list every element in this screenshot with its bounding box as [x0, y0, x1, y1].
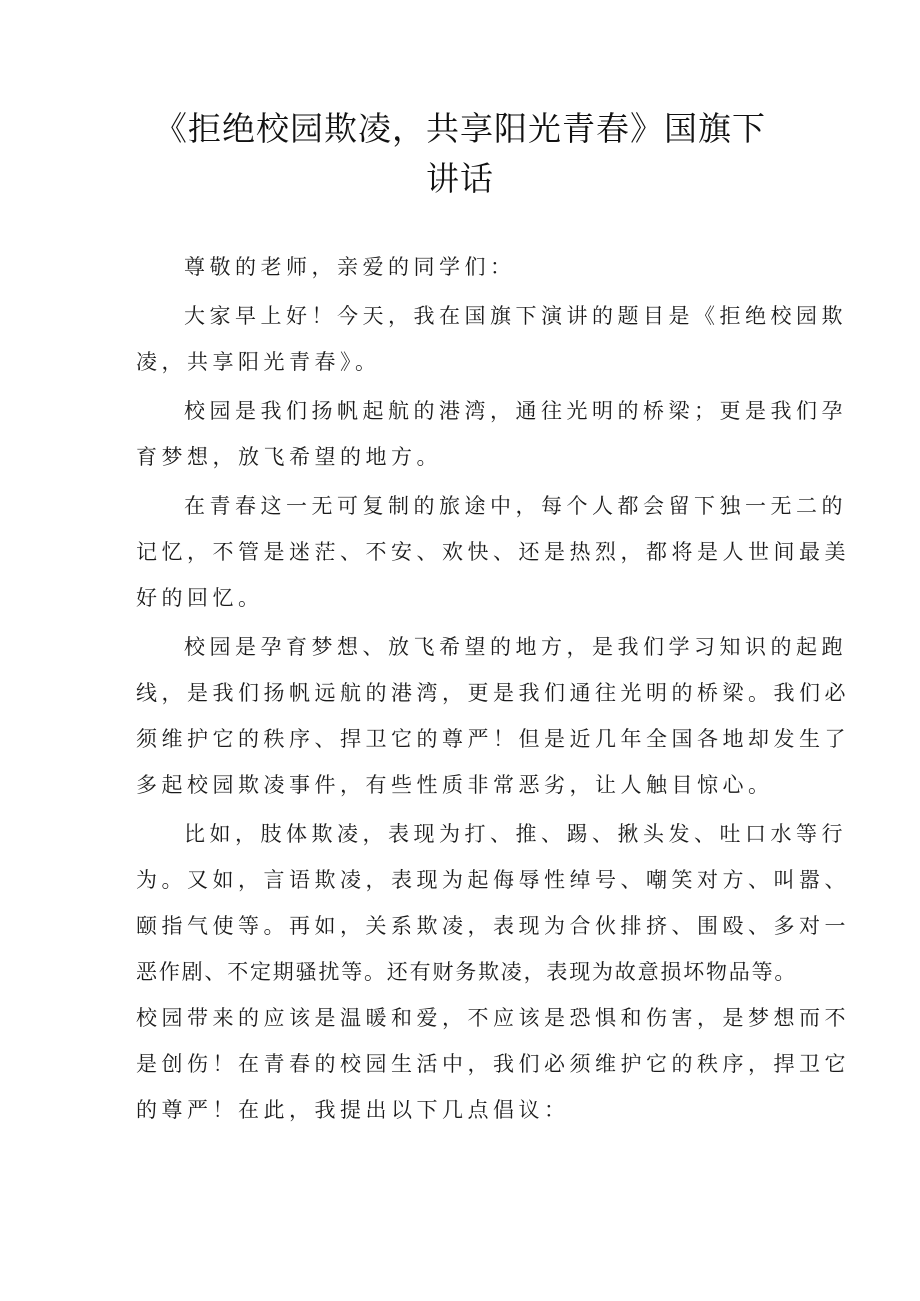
- paragraph-line: 须维护它的秩序、捍卫它的尊严！但是近几年全国各地却发生了: [136, 727, 850, 751]
- title-line: 讲话: [426, 159, 494, 198]
- paragraph-line: 的尊严！在此，我提出以下几点倡议：: [136, 1098, 570, 1122]
- paragraph-youth-memory: [136, 483, 850, 621]
- paragraph-line: 育梦想，放飞希望的地方。: [136, 445, 442, 469]
- paragraph-bullying-events: [136, 624, 850, 808]
- paragraph-bullying-types: [136, 811, 850, 1133]
- document-title: [150, 104, 770, 204]
- paragraph-campus-harbor: [136, 388, 847, 480]
- paragraph-line: 校园是我们扬帆起航的港湾，通往光明的桥梁；更是我们孕: [184, 399, 847, 423]
- paragraph-line: 尊敬的老师，亲爱的同学们：: [184, 255, 516, 279]
- title-line: 《拒绝校园欺凌，共享阳光青春》国旗下: [154, 109, 766, 148]
- paragraph-line: 是创伤！在青春的校园生活中，我们必须维护它的秩序，捍卫它: [136, 1052, 850, 1076]
- paragraph-line: 为。又如，言语欺凌，表现为起侮辱性绰号、嘲笑对方、叫嚣、: [136, 868, 850, 892]
- paragraph-topic: [136, 293, 847, 385]
- paragraph-line: 凌，共享阳光青春》。: [136, 350, 381, 374]
- paragraph-line: 线，是我们扬帆远航的港湾，更是我们通往光明的桥梁。我们必: [136, 681, 850, 705]
- paragraph-line: 大家早上好！今天，我在国旗下演讲的题目是《拒绝校园欺: [184, 304, 847, 328]
- paragraph-line: 在青春这一无可复制的旅途中，每个人都会留下独一无二的: [184, 494, 847, 518]
- paragraph-line: 校园是孕育梦想、放飞希望的地方，是我们学习知识的起跑: [184, 635, 847, 659]
- greeting-paragraph: [136, 244, 800, 290]
- paragraph-line: 比如，肢体欺凌，表现为打、推、踢、揪头发、吐口水等行: [184, 822, 847, 846]
- paragraph-line: 好的回忆。: [136, 586, 264, 610]
- speech-body: [136, 244, 850, 1133]
- paragraph-line: 多起校园欺凌事件，有些性质非常恶劣，让人触目惊心。: [136, 773, 774, 797]
- paragraph-line: 恶作剧、不定期骚扰等。还有财务欺凌，表现为故意损坏物品等。: [136, 960, 798, 984]
- paragraph-line: 校园带来的应该是温暖和爱，不应该是恐惧和伤害，是梦想而不: [136, 1006, 850, 1030]
- paragraph-line: 记忆，不管是迷茫、不安、欢快、还是热烈，都将是人世间最美: [136, 540, 850, 564]
- paragraph-line: 颐指气使等。再如，关系欺凌，表现为合伙排挤、围殴、多对一: [136, 914, 850, 938]
